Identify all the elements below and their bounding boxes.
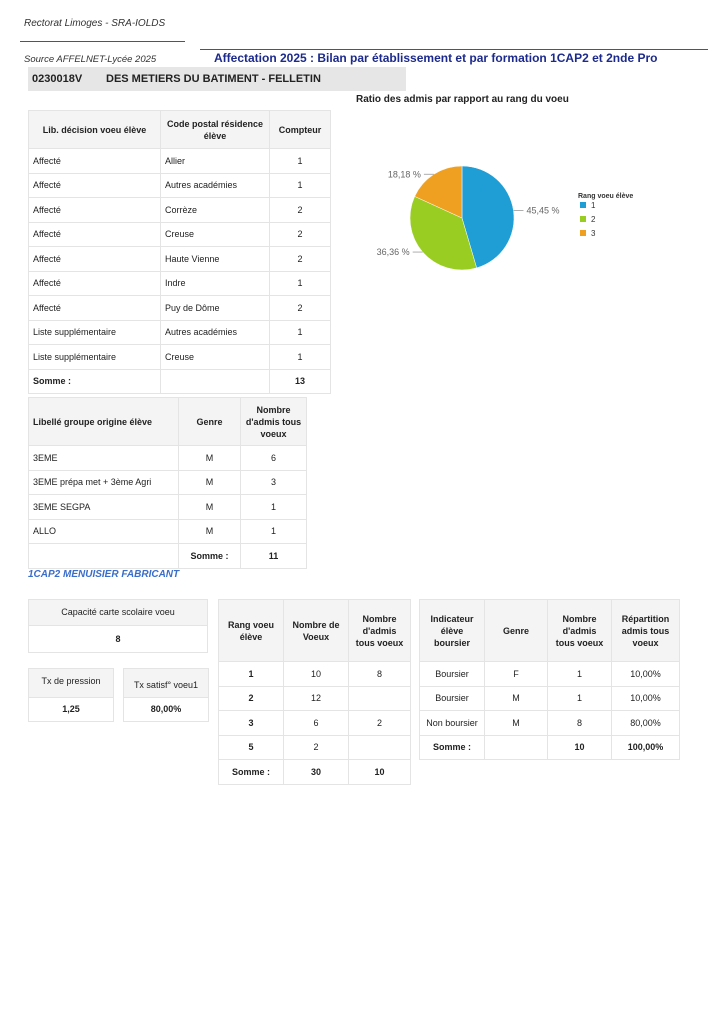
table-row [29,149,331,174]
table-row [29,271,331,296]
table-cell [349,735,411,760]
legend-item: 1 [591,201,596,210]
table-cell: Affecté [29,271,161,296]
legend-swatch [580,202,586,208]
table-cell: 6 [241,446,307,471]
col-header: Nombre de Voeux [284,600,349,662]
table-cell: 1 [270,149,331,174]
decision-table [28,110,331,394]
table-cell [349,686,411,711]
col-header: Rang voeu élève [219,600,284,662]
table-cell: 1 [270,173,331,198]
table-cell: Creuse [161,222,270,247]
table-cell: Allier [161,149,270,174]
establishment-banner [28,67,406,91]
boursier-table [419,599,680,760]
table-row [29,544,307,569]
establishment-name: DES METIERS DU BATIMENT - FELLETIN [106,73,321,85]
table-cell: 1 [548,686,612,711]
table-row [29,247,331,272]
table-cell: 3EME [29,446,179,471]
pie-data-label: 36,36 % [376,247,410,258]
pie-data-label: 45,45 % [526,205,560,216]
satisf-box [123,668,209,722]
table-cell: 1 [219,662,284,687]
table-row [219,662,411,687]
total-label: Somme : [219,760,284,785]
table-cell: Haute Vienne [161,247,270,272]
table-row [29,495,307,520]
table-cell: F [485,662,548,687]
table-cell: Autres académies [161,320,270,345]
table-cell: 3EME prépa met + 3ème Agri [29,470,179,495]
table-cell: 2 [270,296,331,321]
table-row [219,711,411,736]
table-row [29,345,331,370]
pie-chart [350,150,650,290]
table-cell: 10 [284,662,349,687]
table-cell: 10,00% [612,662,680,687]
table-row [29,222,331,247]
table-cell: Liste supplémentaire [29,320,161,345]
table-cell: Non boursier [420,711,485,736]
table-cell: Indre [161,271,270,296]
table-cell: 3 [219,711,284,736]
chart-title: Ratio des admis par rapport au rang du voeu [356,94,569,105]
table-cell: 8 [349,662,411,687]
col-header: Compteur [270,111,331,149]
table-row [29,296,331,321]
header-divider [20,41,185,42]
table-cell: 5 [219,735,284,760]
col-header: Nombre d'admis tous voeux [548,600,612,662]
table-cell: 10,00% [612,686,680,711]
table-cell [161,369,270,394]
table-cell: Boursier [420,662,485,687]
table-cell: M [179,519,241,544]
table-cell: M [485,686,548,711]
table-cell [485,735,548,760]
table-cell: 1 [270,320,331,345]
table-cell: Liste supplémentaire [29,345,161,370]
col-header: Nombre d'admis tous voeux [349,600,411,662]
legend-swatch [580,230,586,236]
table-row [219,735,411,760]
col-header: Répartition admis tous voeux [612,600,680,662]
rang-table [218,599,411,785]
col-header: Nombre d'admis tous voeux [241,398,307,446]
col-header: Code postal résidence élève [161,111,270,149]
table-cell: ALLO [29,519,179,544]
table-cell: M [179,446,241,471]
table-cell: M [485,711,548,736]
title-divider [200,49,708,50]
pie-data-label: 18,18 % [387,169,421,180]
total-value: 30 [284,760,349,785]
table-cell: 2 [270,198,331,223]
table-row [29,519,307,544]
table-cell: 1 [270,271,331,296]
satisf-label: Tx satisf° voeu1 [124,669,208,698]
table-cell: 2 [270,222,331,247]
table-cell: Autres académies [161,173,270,198]
total-value: 10 [349,760,411,785]
col-header: Genre [485,600,548,662]
table-cell: Boursier [420,686,485,711]
table-row [29,198,331,223]
table-cell: 12 [284,686,349,711]
table-row [420,662,680,687]
pression-label: Tx de pression [29,669,113,698]
table-cell: 1 [548,662,612,687]
table-row [29,369,331,394]
table-cell: 2 [284,735,349,760]
legend-item: 3 [591,229,596,238]
table-cell: Affecté [29,222,161,247]
satisf-value: 80,00% [150,704,182,714]
legend-title: Rang voeu élève [578,193,634,200]
table-row [29,470,307,495]
table-cell: M [179,495,241,520]
table-cell: Affecté [29,173,161,198]
col-header: Lib. décision voeu élève [29,111,161,149]
legend-swatch [580,216,586,222]
col-header: Libellé groupe origine élève [29,398,179,446]
total-label: Somme : [179,544,241,569]
table-cell [29,544,179,569]
table-cell: 80,00% [612,711,680,736]
total-label: Somme : [420,735,485,760]
table-cell: 1 [241,495,307,520]
section-title: 1CAP2 MENUISIER FABRICANT [28,569,180,580]
table-cell: 3 [241,470,307,495]
table-cell: 8 [548,711,612,736]
capacity-label: Capacité carte scolaire voeu [29,600,207,626]
pression-box [28,668,114,722]
table-row [29,446,307,471]
table-cell: Puy de Dôme [161,296,270,321]
table-cell: 2 [219,686,284,711]
establishment-code: 0230018V [32,73,83,85]
table-cell: Creuse [161,345,270,370]
table-row [29,173,331,198]
header-org: Rectorat Limoges - SRA-IOLDS [24,18,166,29]
table-cell: Affecté [29,247,161,272]
pression-value: 1,25 [62,704,80,714]
table-cell: Affecté [29,198,161,223]
table-cell: Affecté [29,149,161,174]
table-row [29,320,331,345]
table-row [420,735,680,760]
table-cell: Corrèze [161,198,270,223]
table-cell: 2 [270,247,331,272]
page-title: Affectation 2025 : Bilan par établissement et par formation 1CAP2 et 2nde Pro [214,51,658,65]
table-cell: 1 [241,519,307,544]
table-row [420,711,680,736]
legend-item: 2 [591,215,596,224]
col-header: Genre [179,398,241,446]
table-cell: 2 [349,711,411,736]
total-value: 11 [241,544,307,569]
table-cell: Affecté [29,296,161,321]
capacity-box [28,599,208,653]
origin-table [28,397,307,569]
table-cell: 1 [270,345,331,370]
table-cell: M [179,470,241,495]
table-cell: 6 [284,711,349,736]
table-row [219,686,411,711]
header-source: Source AFFELNET-Lycée 2025 [24,54,157,65]
total-value: 13 [270,369,331,394]
total-value: 100,00% [612,735,680,760]
total-value: 10 [548,735,612,760]
col-header: Indicateur élève boursier [420,600,485,662]
table-cell: 3EME SEGPA [29,495,179,520]
table-row [420,686,680,711]
total-label: Somme : [29,369,161,394]
capacity-value: 8 [115,634,121,644]
table-row [219,760,411,785]
